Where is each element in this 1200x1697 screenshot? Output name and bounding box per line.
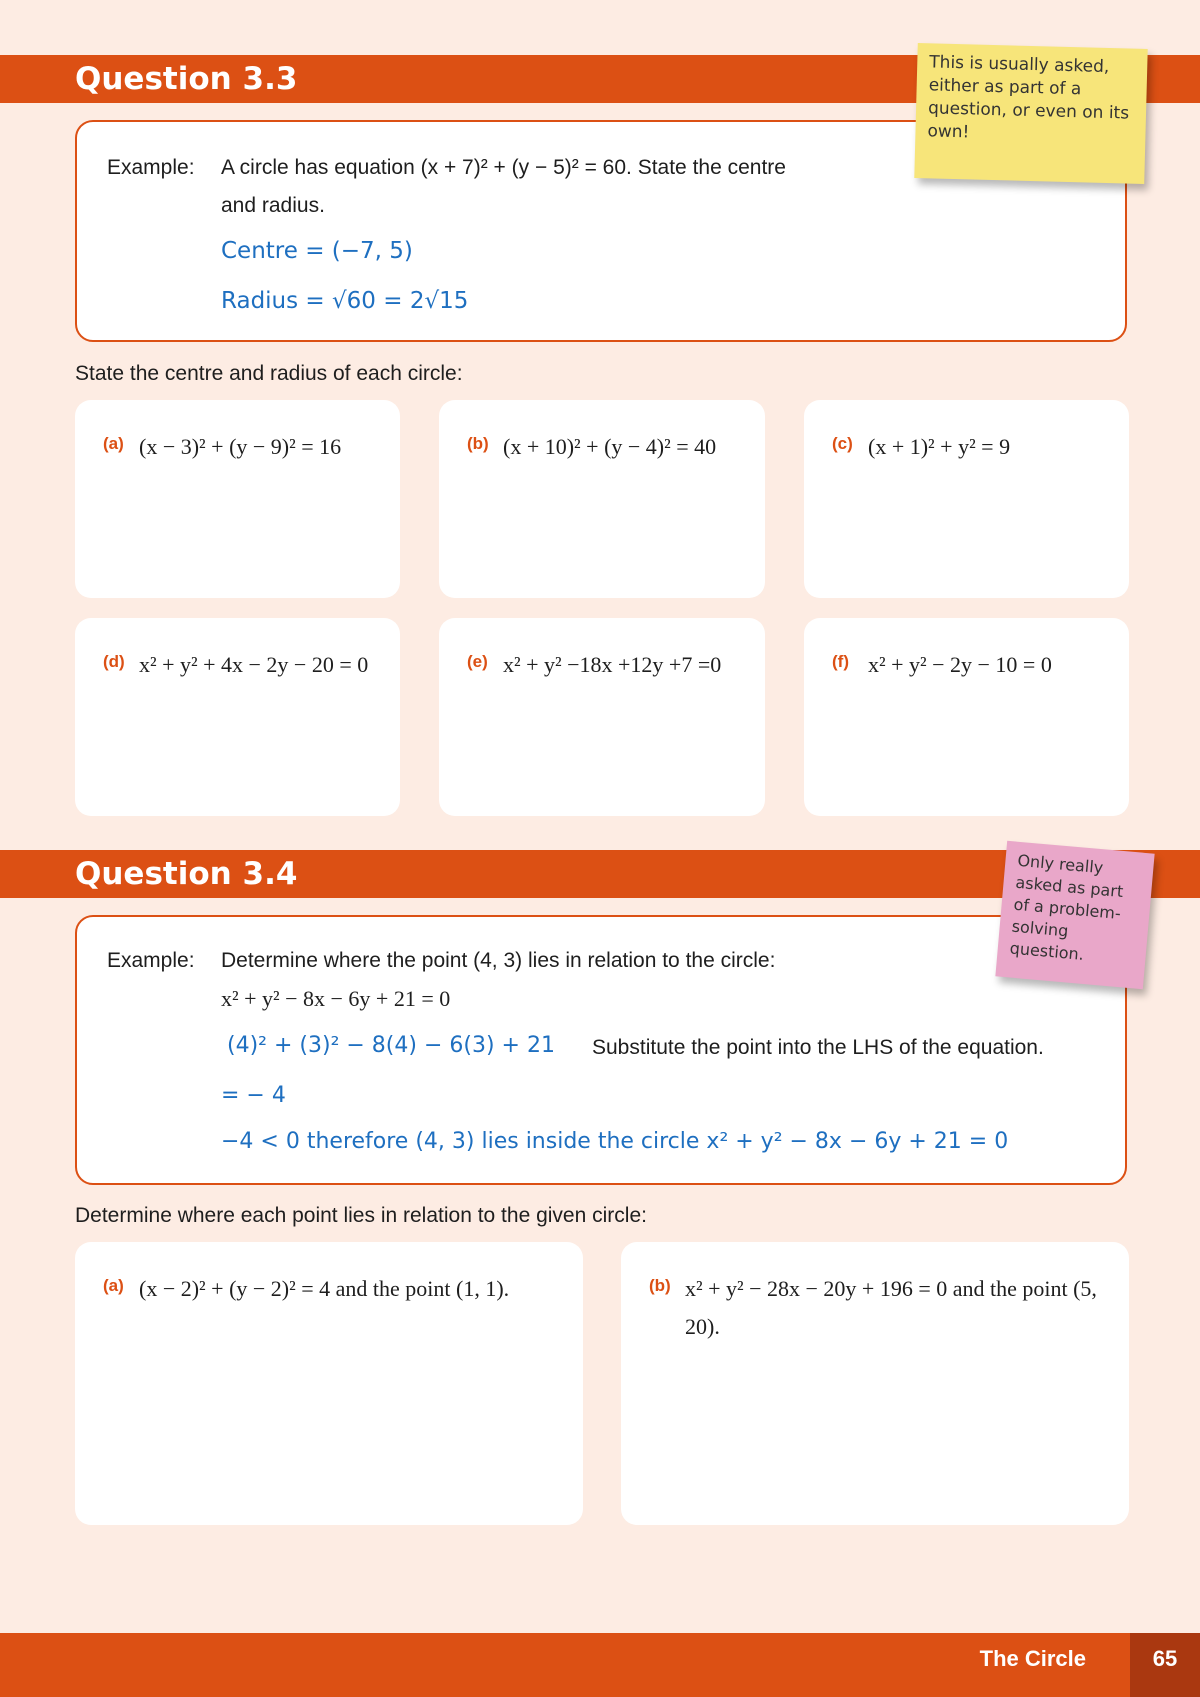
question-3-3-title: Question 3.3 <box>75 61 298 97</box>
answer-card-a[interactable] <box>75 400 400 598</box>
part-letter: (e) <box>467 652 488 671</box>
sticky-note-pink <box>995 841 1154 989</box>
part-equation: x² + y² + 4x − 2y − 20 = 0 <box>139 652 369 677</box>
part-letter: (d) <box>103 652 125 671</box>
example-line-1: Determine where the point (4, 3) lies in relation to the circle: <box>221 949 776 972</box>
working-note: Substitute the point into the LHS of the equation. <box>592 1036 1044 1059</box>
question-3-3-prompt: State the centre and radius of each circle: <box>75 362 463 385</box>
part-letter: (b) <box>649 1276 671 1295</box>
example-equation: x² + y² − 8x − 6y + 21 = 0 <box>221 986 451 1011</box>
page-footer <box>0 1633 1200 1697</box>
part-letter: (c) <box>832 434 853 453</box>
sticky-note-text: Only really asked as part of a problem-solving question. <box>1009 850 1125 964</box>
question-3-4-title: Question 3.4 <box>75 856 298 892</box>
working-conclusion: −4 < 0 therefore (4, 3) lies inside the circle x² + y² − 8x − 6y + 21 = 0 <box>221 1129 1009 1154</box>
sticky-note-text: This is usually asked, either as part of a question, or even on its own! <box>927 52 1130 143</box>
answer-card-e[interactable] <box>439 618 765 816</box>
part-equation: (x − 3)² + (y − 9)² = 16 <box>139 434 342 459</box>
example-box-3-4 <box>75 915 1127 1185</box>
part-equation: x² + y² − 2y − 10 = 0 <box>868 652 1052 677</box>
sticky-note-yellow <box>914 43 1147 184</box>
answer-card-d[interactable] <box>75 618 400 816</box>
question-3-4-prompt: Determine where each point lies in relation to the given circle: <box>75 1204 647 1227</box>
example-text <box>221 149 841 225</box>
part-equation: x² + y² −18x +12y +7 =0 <box>503 652 722 677</box>
part-letter: (f) <box>832 652 849 671</box>
example-label: Example: <box>107 949 195 972</box>
page-number: 65 <box>1130 1633 1200 1697</box>
part-letter: (a) <box>103 1276 124 1295</box>
part-equation: (x + 10)² + (y − 4)² = 40 <box>503 434 717 459</box>
working-line-2: = − 4 <box>221 1083 286 1108</box>
part-question: (x − 2)² + (y − 2)² = 4 and the point (1, 1). <box>139 1276 510 1301</box>
chapter-title: The Circle <box>979 1646 1086 1671</box>
part-letter: (a) <box>103 434 124 453</box>
example-line-1: A circle has equation (x + 7)² + (y − 5)² = 60. State the centre <box>221 156 786 179</box>
answer-card-a[interactable] <box>75 1242 583 1525</box>
example-line-2: and radius. <box>221 194 325 217</box>
part-letter: (b) <box>467 434 489 453</box>
answer-card-c[interactable] <box>804 400 1129 598</box>
working-line-1: (4)² + (3)² − 8(4) − 6(3) + 21 <box>227 1033 555 1058</box>
answer-card-b[interactable] <box>621 1242 1129 1525</box>
answer-centre: Centre = (−7, 5) <box>221 238 413 264</box>
example-label: Example: <box>107 156 195 179</box>
example-text <box>221 942 861 1018</box>
answer-radius: Radius = √60 = 2√15 <box>221 288 469 314</box>
answer-card-b[interactable] <box>439 400 765 598</box>
part-equation: (x + 1)² + y² = 9 <box>868 434 1011 459</box>
answer-card-f[interactable] <box>804 618 1129 816</box>
part-question: x² + y² − 28x − 20y + 196 = 0 and the point (5, 20). <box>685 1276 1097 1339</box>
